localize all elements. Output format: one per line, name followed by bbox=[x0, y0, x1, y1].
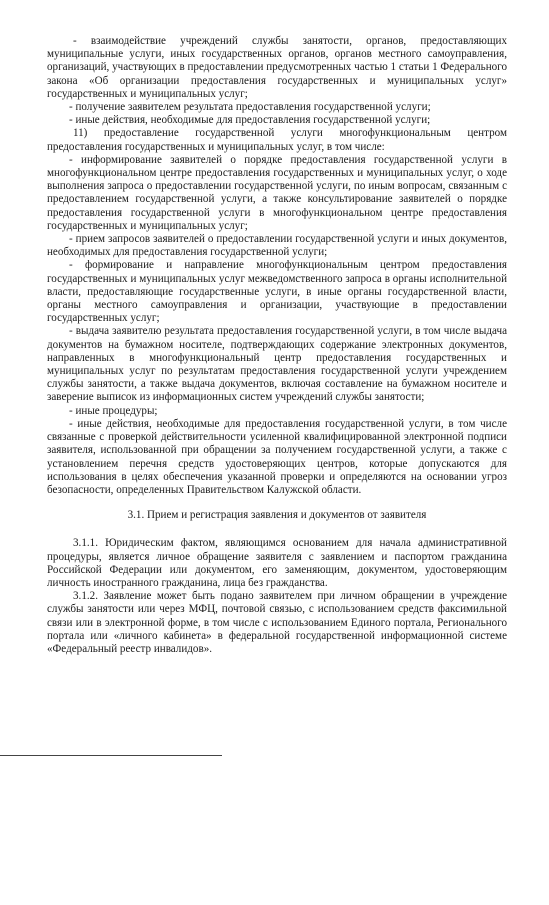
paragraph-interaction: - взаимодействие учреждений службы занятости, органов, предоставляющих муниципальные услуги, иных государственных органов, органов местного самоуправления, организаций, участвующих в предоставлении предусмотренных частью 1 статьи 1 Федерального закона «Об организации предоставления государственных и муниципальных услуг» государственных и муниципальных услуг; bbox=[47, 35, 507, 100]
paragraph-result-issue: - выдача заявителю результата предоставления государственной услуги, в том числе выдача документов на бумажном носителе, подтверждающих содержание электронных документов, направленных в многофункциональный центр предоставления государственных и муниципальных услуг по результатам предоставления государственной услуги учреждением службы занятости, а также выдача документов, включая составление на бумажном носителе и заверение выписок из информационных систем учреждений службы занятости; bbox=[47, 325, 507, 404]
paragraph-other-procedures: - иные процедуры; bbox=[69, 404, 158, 417]
paragraph-interdepartmental-request: - формирование и направление многофункциональным центром предоставления государственных и муниципальных услуг межведомственного запроса в органы исполнительной власти, предоставляющие государственные услуги, в иные органы государственной власти, органы местного самоуправления и организации, участвующие в предоставлении государственных услуг; bbox=[47, 259, 507, 325]
paragraph-3-1-2: 3.1.2. Заявление может быть подано заявителем при личном обращении в учреждение службы занятости или через МФЦ, почтовой связью, с использованием средств факсимильной связи или в электронной форме, в том числе с использованием Единого портала, Регионального портала или «личного кабинета» в федеральной государственной информационной системе «Федеральный реестр инвалидов». bbox=[47, 590, 507, 655]
paragraph-informing: - информирование заявителей о порядке предоставления государственной услуги в многофункциональном центре предоставления государственных и муниципальных услуг, о ходе выполнения запроса о предоставлении государственной услуги, по иным вопросам, связанным с предоставлением государственной услуги, а также консультирование заявителей о порядке предоставления государственной услуги в многофункциональном центре предоставления государственных и муниципальных услуг; bbox=[47, 153, 507, 232]
paragraph-3-1-1: 3.1.1. Юридическим фактом, являющимся основанием для начала административной процедуры, является личное обращение заявителя с заявлением и паспортом гражданина Российской Федерации или документом, его заменяющим, документом, удостоверяющим личность иностранного гражданина, лица без гражданства. bbox=[47, 537, 507, 589]
section-heading: 3.1. Прием и регистрация заявления и документов от заявителя bbox=[127, 509, 427, 522]
paragraph-other-actions: - иные действия, необходимые для предоставления государственной услуги; bbox=[69, 114, 431, 127]
footnote-divider bbox=[0, 755, 222, 756]
paragraph-signature-check: - иные действия, необходимые для предоставления государственной услуги, в том числе связанные с проверкой действительности усиленной квалифицированной электронной подписи заявителя, использованной при обращении за получением государственной услуги, а также с установлением перечня средств удостоверяющих центров, которые допускаются для использования в целях обеспечения указанной проверки и определяются на основании угроз безопасности, определенных Правительством Калужской области. bbox=[47, 417, 507, 496]
paragraph-request-intake: - прием запросов заявителей о предоставлении государственной услуги и иных документов, необходимых для предоставления государственной услуги; bbox=[47, 233, 507, 259]
paragraph-item-11: 11) предоставление государственной услуги многофункциональным центром предоставления государственных и муниципальных услуг, в том числе: bbox=[47, 127, 507, 153]
paragraph-result-receipt: - получение заявителем результата предоставления государственной услуги; bbox=[69, 101, 431, 114]
